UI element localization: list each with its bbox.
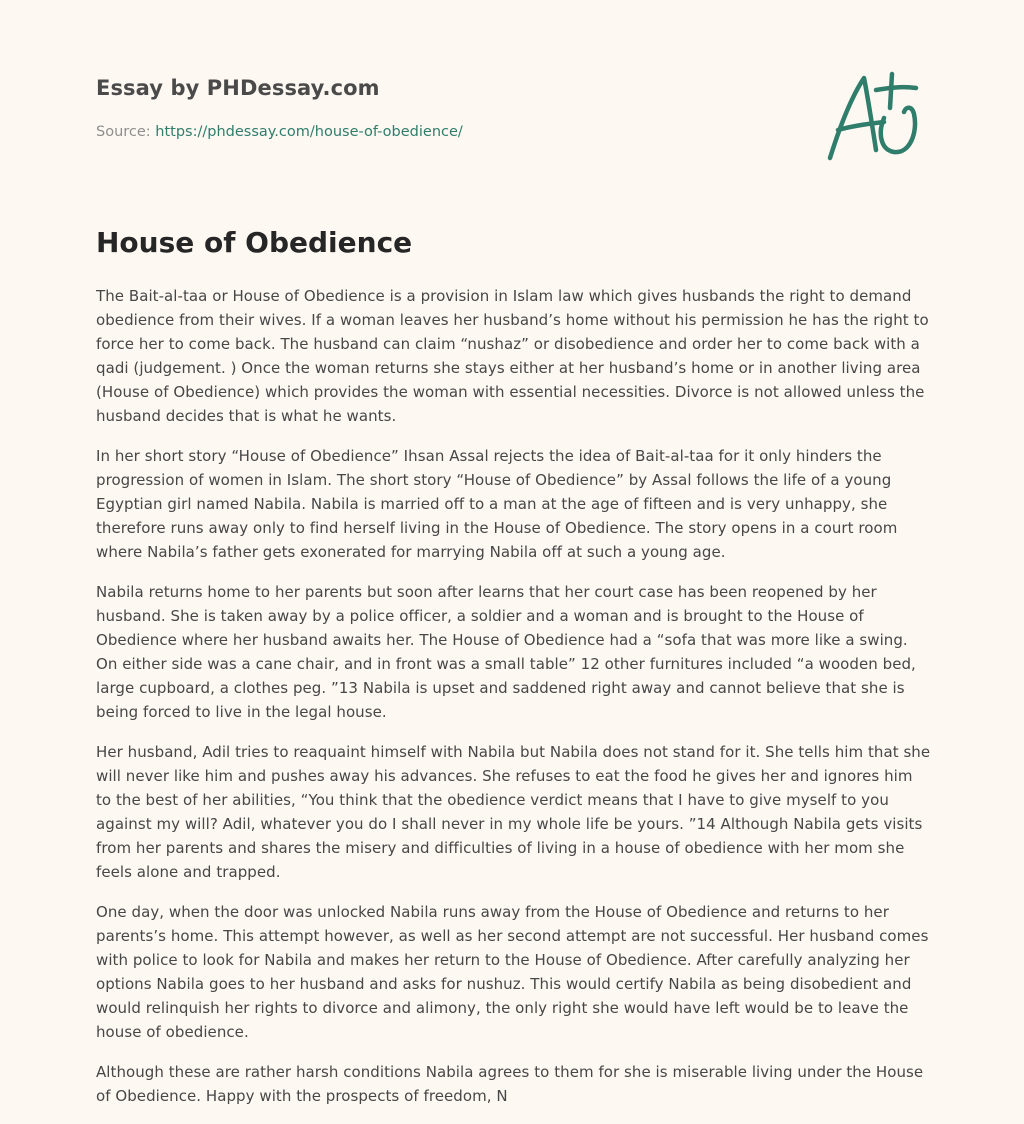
source-line [96,124,463,140]
essay-paragraph: Her husband, Adil tries to reaquaint himself with Nabila but Nabila does not stand for it. She tells him that she will never like him and pushes away his advances. She refuses to eat the food he gives her and ignores him to the best of her abilities, “You think that the obedience verdict means that I have to give myself to you against my will? Adil, whatever you do I shall never in my whole life be yours. ”14 Although Nabila gets visits from her parents and shares the misery and difficulties of living in a house of obedience with her mom she feels alone and trapped. [96,743,931,881]
source-label: Source: [96,124,151,140]
source-link[interactable]: https://phdessay.com/house-of-obedience/ [155,124,463,140]
essay-paragraph: Nabila returns home to her parents but soon after learns that her court case has been reopened by her husband. She is taken away by a police officer, a soldier and a woman and is brought to the House of Obedience where her husband awaits her. The House of Obedience had a “sofa that was more like a swing. On either side was a cane chair, and in front was a small table” 12 other furnitures included “a wooden bed, large cupboard, a clothes peg. ”13 Nabila is upset and saddened right away and cannot believe that she is being forced to live in the legal house. [96,583,916,721]
essay-paragraph: In her short story “House of Obedience” Ihsan Assal rejects the idea of Bait-al-taa for it only hinders the progression of women in Islam. The short story “House of Obedience” by Assal follows the life of a young Egyptian girl named Nabila. Nabila is married off to a man at the age of fifteen and is very unhappy, she therefore runs away only to find herself living in the House of Obedience. The story opens in a court room where Nabila’s father gets exonerated for marrying Nabila off at such a young age. [96,447,898,561]
essay-title: House of Obedience [96,226,413,259]
site-title: Essay by PHDessay.com [96,76,380,100]
essay-paragraph: The Bait-al-taa or House of Obedience is a provision in Islam law which gives husbands the right to demand obedience from their wives. If a woman leaves her husband’s home without his permission he has the right to force her to come back. The husband can claim “nushaz” or disobedience and order her to come back with a qadi (judgement. ) Once the woman returns she stays either at her husband’s home or in another living area (House of Obedience) which provides the woman with essential necessities. Divorce is not allowed unless the husband decides that is what he wants. [96,287,929,425]
essay-paragraph: Although these are rather harsh conditions Nabila agrees to them for she is miserable living under the House of Obedience. Happy with the prospects of freedom, N [96,1063,924,1105]
a-plus-icon [818,66,928,166]
essay-body [96,284,932,1124]
essay-paragraph: One day, when the door was unlocked Nabila runs away from the House of Obedience and returns to her parents’s home. This attempt however, as well as her second attempt are not successful. Her husband comes with police to look for Nabila and makes her return to the House of Obedience. After carefully analyzing her options Nabila goes to her husband and asks for nushuz. This would certify Nabila as being disobedient and would relinquish her rights to divorce and alimony, the only right she would have left would be to leave the house of obedience. [96,903,929,1041]
